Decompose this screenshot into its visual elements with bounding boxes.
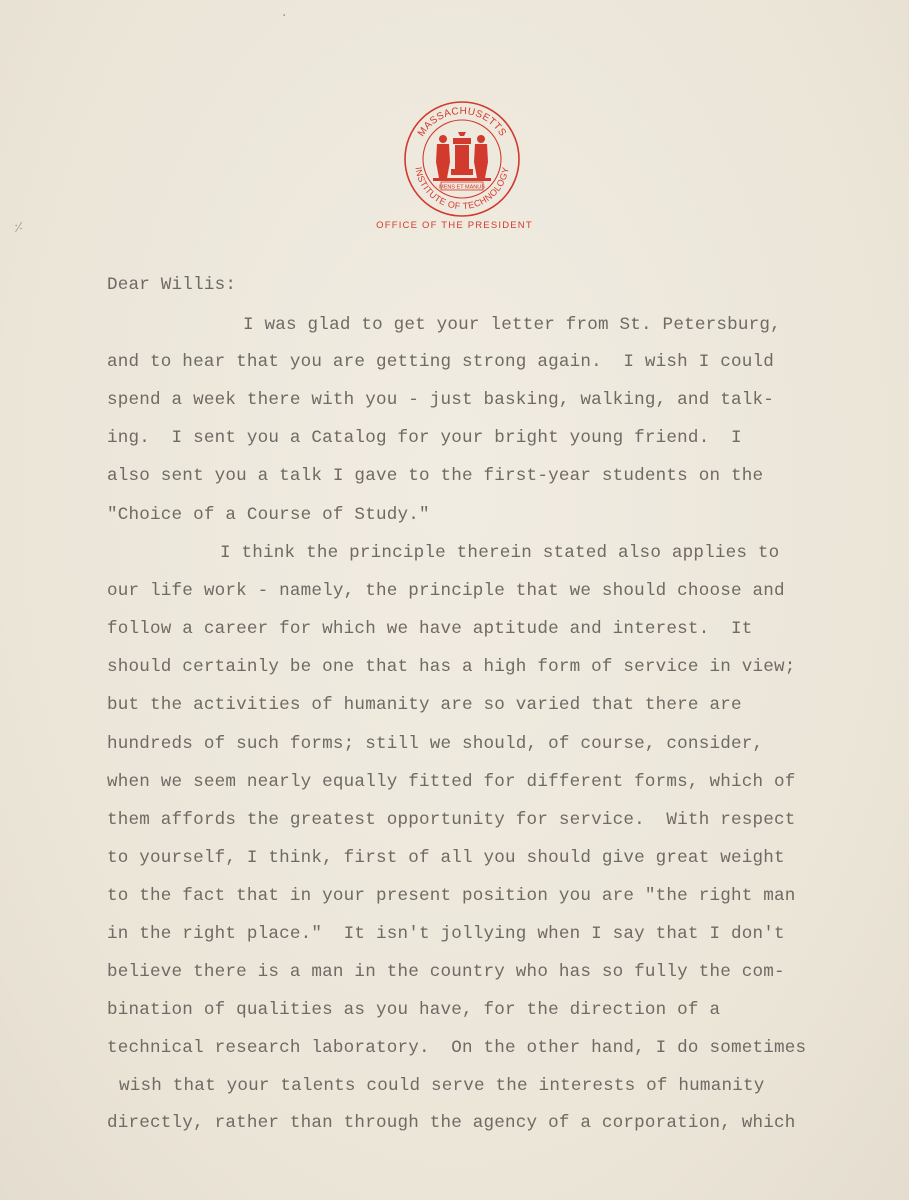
- letter-line: also sent you a talk I gave to the first-year students on the: [107, 466, 764, 486]
- letter-line: wish that your talents could serve the interests of humanity: [119, 1076, 765, 1096]
- mit-seal: [403, 100, 521, 218]
- letter-line: "Choice of a Course of Study.": [107, 505, 430, 525]
- letter-line: hundreds of such forms; still we should, of course, consider,: [107, 734, 764, 754]
- letter-line: I think the principle therein stated also applies to: [220, 543, 780, 563]
- letter-line: directly, rather than through the agency of a corporation, which: [107, 1113, 796, 1133]
- letter-line: but the activities of humanity are so varied that there are: [107, 695, 742, 715]
- letter-line: to the fact that in your present position you are "the right man: [107, 886, 796, 906]
- seal-emblem-icon: [433, 132, 491, 181]
- seal-bottom-text: INSTITUTE OF TECHNOLOGY: [413, 166, 511, 212]
- letter-line: follow a career for which we have aptitude and interest. It: [107, 619, 753, 639]
- seal-motto: MENS ET MANUS: [439, 184, 485, 191]
- paper-mark: ⸓: [14, 220, 24, 236]
- office-of-president: OFFICE OF THE PRESIDENT: [376, 220, 533, 231]
- letter-line: ing. I sent you a Catalog for your bright young friend. I: [107, 428, 742, 448]
- letter-line: when we seem nearly equally fitted for different forms, which of: [107, 772, 796, 792]
- letter-line: bination of qualities as you have, for the direction of a: [107, 1000, 721, 1020]
- letter-line: technical research laboratory. On the other hand, I do sometimes: [107, 1038, 807, 1058]
- letter-line: and to hear that you are getting strong again. I wish I could: [107, 352, 774, 372]
- paper-mark: ·: [282, 8, 287, 24]
- letter-line: spend a week there with you - just basking, walking, and talk-: [107, 390, 774, 410]
- seal-top-text: MASSACHUSETTS: [415, 105, 509, 139]
- letter-line: believe there is a man in the country who has so fully the com-: [107, 962, 785, 982]
- letter-line: should certainly be one that has a high form of service in view;: [107, 657, 796, 677]
- letter-line: our life work - namely, the principle that we should choose and: [107, 581, 785, 601]
- letter-line: them affords the greatest opportunity for service. With respect: [107, 810, 796, 830]
- letter-line: I was glad to get your letter from St. Petersburg,: [243, 315, 781, 335]
- letter-line: to yourself, I think, first of all you should give great weight: [107, 848, 785, 868]
- salutation: Dear Willis:: [107, 275, 237, 295]
- letter-line: in the right place." It isn't jollying when I say that I don't: [107, 924, 785, 944]
